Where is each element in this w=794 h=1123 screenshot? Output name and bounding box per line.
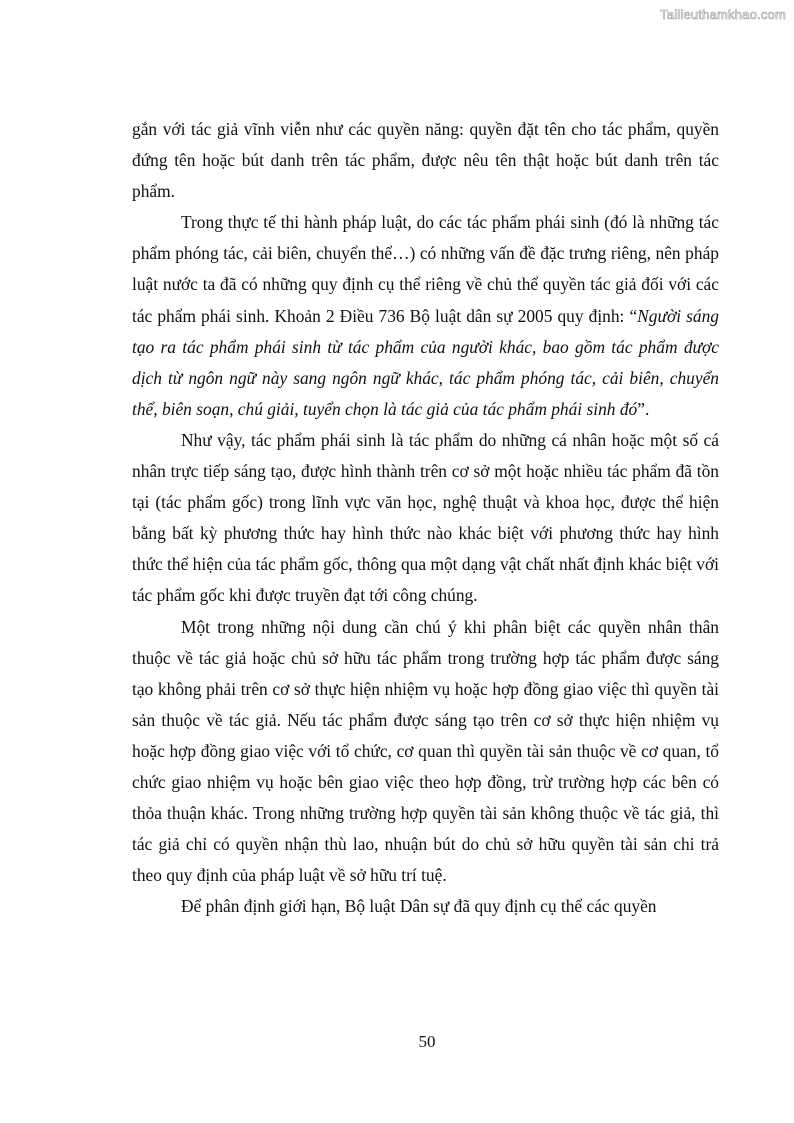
paragraph-continuation: gắn với tác giả vĩnh viễn như các quyền năng: quyền đặt tên cho tác phẩm, quyền đứng tên hoặc bút danh trên tác phẩm, được nêu tên thật hoặc bút danh trên tác phẩm. <box>132 119 719 202</box>
document-body <box>132 114 719 922</box>
paragraph-last: Để phân định giới hạn, Bộ luật Dân sự đã quy định cụ thể các quyền <box>181 896 657 917</box>
paragraph-definition: Như vậy, tác phẩm phái sinh là tác phẩm do những cá nhân hoặc một số cá nhân trực tiếp sáng tạo, được hình thành trên cơ sở một hoặc nhiều tác phẩm đã tồn tại (tác phẩm gốc) trong lĩnh vực văn học, nghệ thuật và khoa học, được thể hiện bằng bất kỳ phương thức hay hình thức nào khác biệt với phương thức hay hình thức thể hiện của tác phẩm gốc, thông qua một dạng vật chất nhất định khác biệt với tác phẩm gốc khi được truyền đạt tới công chúng. <box>132 429 719 606</box>
paragraph-derivative-works <box>132 207 719 425</box>
paragraph-property-rights: Một trong những nội dung cần chú ý khi phân biệt các quyền nhân thân thuộc về tác giả hoặc chủ sở hữu tác phẩm trong trường hợp tác phẩm được sáng tạo không phải trên cơ sở thực hiện nhiệm vụ hoặc hợp đồng giao việc thì quyền tài sản thuộc về tác giả. Nếu tác phẩm được sáng tạo trên cơ sở thực hiện nhiệm vụ hoặc hợp đồng giao việc với tổ chức, cơ quan thì quyền tài sản thuộc về cơ quan, tổ chức giao nhiệm vụ hoặc bên giao việc theo hợp đồng, trừ trường hợp các bên có thỏa thuận khác. Trong những trường hợp quyền tài sản không thuộc về tác giả, thì tác giả chỉ có quyền nhận thù lao, nhuận bút do chủ sở hữu quyền tài sản chi trả theo quy định của pháp luật về sở hữu trí tuệ. <box>132 616 719 886</box>
paragraph-text: Trong thực tế thi hành pháp luật, do các tác phẩm phái sinh (đó là những tác phẩm phóng tác, cải biên, chuyển thể…) có những vấn đề đặc trưng riêng, nên pháp luật nước ta đã có những quy định cụ thể riêng về chủ thể quyền tác giả đối với các tác phẩm phái sinh. Khoản 2 Điều 736 Bộ luật dân sự 2005 quy định: “ <box>132 212 719 326</box>
page-number: 50 <box>418 1032 436 1051</box>
paragraph-text: ”. <box>637 398 650 419</box>
watermark-text: Tailieuthamkhao.com <box>660 7 786 22</box>
legal-quote: Người sáng tạo ra tác phẩm phái sinh từ tác phẩm của người khác, bao gồm tác phẩm được dịch từ ngôn ngữ này sang ngôn ngữ khác, tác phẩm phóng tác, cải biên, chuyển thể, biên soạn, chú giải, tuyển chọn là tác giả của tác phẩm phái sinh đó <box>132 305 719 419</box>
